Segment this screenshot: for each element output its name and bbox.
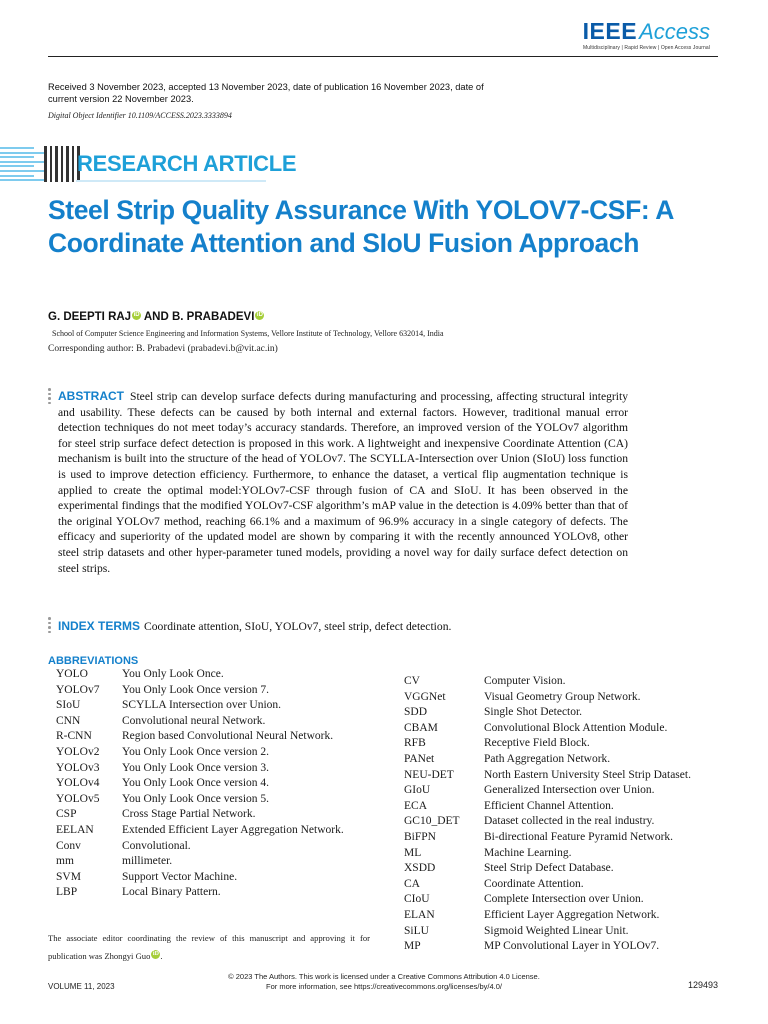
author-1[interactable]: G. DEEPTI RAJ [48,311,132,323]
abbreviation-term: VGGNet [404,690,446,703]
abbreviation-definition: Support Vector Machine. [122,870,238,883]
abbreviation-term: CA [404,877,420,890]
index-terms-text: Coordinate attention, SIoU, YOLOv7, steel strip, defect detection. [144,620,452,633]
abbreviation-definition: You Only Look Once. [122,668,224,680]
orcid-icon[interactable]: iD [256,312,263,318]
footnote-text: The associate editor coordinating the review of this manuscript and approving it for publication was Zhongyi Guo [48,933,370,961]
abbreviation-row [56,667,376,683]
paper-title: Steel Strip Quality Assurance With YOLOV7-CSF: A Coordinate Attention and SIoU Fusion Approach [48,195,674,258]
abbreviation-row [404,861,744,877]
orcid-icon[interactable]: iD [133,312,140,318]
author-list [48,311,264,323]
abbreviation-definition: Computer Vision. [484,675,566,687]
abbreviation-term: YOLOv5 [56,792,100,805]
abstract-dots-icon [48,388,51,406]
abbreviation-row [404,768,744,784]
abbreviation-row [56,776,376,792]
abbreviation-definition: Receptive Field Block. [484,737,590,750]
article-type-label: RESEARCH ARTICLE [77,151,297,176]
abbreviation-definition: Convolutional. [122,839,191,852]
abbreviation-term: SDD [404,706,428,719]
author-joiner: AND [141,311,172,323]
abbreviation-definition: Extended Efficient Layer Aggregation Network. [122,823,344,836]
abbreviation-term: YOLO [56,668,88,680]
abbreviation-term: Conv [56,839,81,852]
abbreviation-definition: Region based Convolutional Neural Network. [122,730,334,743]
abbreviation-term: mm [56,855,74,868]
abbreviation-row [56,807,376,823]
abbreviation-row [56,792,376,808]
abbreviation-definition: Dataset collected in the real industry. [484,815,655,828]
abbreviation-row [56,823,376,839]
abbreviation-term: RFB [404,737,426,750]
abbreviation-row [404,939,744,955]
license-line-2[interactable]: For more information, see https://creativecommons.org/licenses/by/4.0/ [266,981,502,991]
abbreviation-row [56,870,376,886]
abbreviation-term: ML [404,846,422,859]
abbreviation-definition: You Only Look Once version 7. [122,683,270,696]
abbreviation-row [404,705,744,721]
abbreviation-definition: Local Binary Pattern. [122,886,221,899]
abbreviation-term: ELAN [404,908,435,921]
abbreviation-definition: Complete Intersection over Union. [484,893,644,906]
abbreviation-term: CV [404,675,420,687]
abstract-heading: ABSTRACT [58,389,124,403]
abbreviation-term: XSDD [404,862,436,875]
article-type-underline [76,180,266,182]
abbreviation-definition: Cross Stage Partial Network. [122,808,256,821]
abbreviation-row [56,683,376,699]
journal-logo[interactable] [583,20,710,51]
author-2[interactable]: B. PRABADEVI [171,311,255,323]
abbreviation-term: YOLOv3 [56,761,100,774]
abbreviation-row [404,674,744,690]
abbreviation-row [404,846,744,862]
abbreviation-term: PANet [404,752,435,765]
abbreviation-row [56,885,376,901]
abbreviations-right-column [404,674,744,955]
orcid-icon[interactable]: iD [152,951,159,957]
abbreviation-term: CNN [56,714,81,727]
abbreviation-row [56,745,376,761]
abbreviation-definition: You Only Look Once version 5. [122,792,270,805]
abbreviation-definition: Efficient Layer Aggregation Network. [484,908,660,921]
abbreviation-term: GC10_DET [404,815,460,828]
abbreviation-term: NEU-DET [404,768,454,781]
abbreviation-definition: Convolutional Block Attention Module. [484,721,668,734]
abbreviation-term: YOLOv2 [56,745,100,758]
license-notice [0,972,768,991]
abbreviation-definition: Bi-directional Feature Pyramid Network. [484,830,674,843]
page-number: 129493 [687,980,718,990]
abbreviation-definition: Generalized Intersection over Union. [484,784,655,797]
logo-ieee-text: IEEE [582,18,638,44]
header-divider [48,56,718,57]
abbreviation-term: SIoU [56,699,81,712]
index-terms-heading: INDEX TERMS [58,619,141,633]
abbreviation-row [404,752,744,768]
abbreviation-row [56,839,376,855]
doi-line[interactable]: Digital Object Identifier 10.1109/ACCESS.2023.3333894 [48,111,232,120]
corresponding-author: Corresponding author: B. Prabadevi (prabadevi.b@vit.ac.in) [48,344,278,354]
abbreviation-definition: Coordinate Attention. [484,877,584,890]
abbreviation-definition: You Only Look Once version 2. [122,745,270,758]
editor-footnote: The associate editor coordinating the review of this manuscript and approving it for publication was Zhongyi Guo iD . [48,933,370,961]
abbreviation-definition: Sigmoid Weighted Linear Unit. [484,924,629,937]
abbreviation-row [404,814,744,830]
abbreviation-row [404,877,744,893]
license-line-1: © 2023 The Authors. This work is licensed under a Creative Commons Attribution 4.0 License. [228,972,540,981]
abbreviation-term: MP [404,940,421,953]
abbreviation-definition: Single Shot Detector. [484,706,583,719]
volume-label: VOLUME 11, 2023 [48,982,115,991]
abbreviation-definition: Visual Geometry Group Network. [484,690,641,703]
abstract-text: Steel strip can develop surface defects during manufacturing and processing, affecting structural integrity and usability. These defects can be caused by both internal and external factors. However, traditional manual error detection techniques do not meet today’s accuracy standards. Therefore, an improved version of the YOLOv7 algorithm for steel strip surface defect detection is proposed in this work. A lightweight and inexpensive Coordinate Attention (CA) mechanism is built into the structure of the head of YOLOv7. The SCYLLA-Intersection over Union (SIoU) loss function is used to improve detection efficiency. Furthermore, to enhance the dataset, a vertical flip augmentation technique is applied to create the optimal model:YOLOv7-CSF through fusion of CA and SIoU. It has been observed in the experimental findings that the modified YOLOv7-CSF algorithm’s mAP value in the detection is 4.09% better than that of the original YOLOv7 method, reaching 66.1% and a maximum of 96.9% accuracy in a single category of defects. The efficacy and superiority of the updated model are shown by comparing it with the recently announced YOLOv8, other steel strip datasets and other hyper-parameter tuned models, providing a novel way for daily surface defect detection on steel strips. [58,390,628,575]
abbreviation-term: CIoU [404,893,430,906]
abbreviation-term: GIoU [404,784,431,797]
abbreviation-definition: Path Aggregation Network. [484,752,611,765]
logo-tagline: Multidisciplinary | Rapid Review | Open Access Journal [583,45,710,51]
abbreviation-term: R-CNN [56,730,92,743]
abbreviation-row [56,761,376,777]
abbreviation-term: EELAN [56,823,94,836]
abbreviation-row [56,698,376,714]
abbreviation-term: ECA [404,799,427,812]
abbreviations-heading: ABBREVIATIONS [48,655,139,667]
abbreviation-row [404,783,744,799]
article-type-bars [44,146,80,182]
abbreviation-row [404,892,744,908]
index-terms-section [58,619,451,633]
abbreviation-definition: You Only Look Once version 3. [122,761,270,774]
abbreviation-term: SVM [56,870,81,883]
abbreviation-definition: Machine Learning. [484,846,572,859]
abbreviation-row [404,924,744,940]
abbreviation-row [56,854,376,870]
abbreviation-definition: MP Convolutional Layer in YOLOv7. [484,940,660,953]
abbreviation-term: CSP [56,808,77,821]
received-dates: Received 3 November 2023, accepted 13 November 2023, date of publication 16 November 2023, date of current version 22 November 2023. [48,82,484,104]
abbreviation-row [404,721,744,737]
abbreviation-row [404,908,744,924]
abbreviation-term: SiLU [404,924,429,937]
abbreviation-row [56,729,376,745]
abbreviation-row [404,690,744,706]
abbreviation-definition: millimeter. [122,855,173,868]
abbreviation-row [404,799,744,815]
abbreviation-term: BiFPN [404,830,436,843]
abbreviation-definition: You Only Look Once version 4. [122,777,270,790]
abbreviation-term: YOLOv4 [56,777,100,790]
abstract-section [58,389,628,576]
abbreviation-row [404,736,744,752]
abbreviation-term: CBAM [404,721,438,734]
abbreviation-term: YOLOv7 [56,683,100,696]
abbreviation-row [56,714,376,730]
abbreviation-definition: Efficient Channel Attention. [484,799,614,812]
abbreviation-definition: SCYLLA Intersection over Union. [122,699,282,712]
logo-access-text: Access [639,19,710,44]
abbreviation-definition: North Eastern University Steel Strip Dataset. [484,768,691,781]
abbreviation-term: LBP [56,886,78,899]
abbreviations-left-column [56,667,376,901]
affiliation: School of Computer Science Engineering and Information Systems, Vellore Institute of Technology, Vellore 632014, India [52,329,444,338]
index-terms-dots-icon [48,617,51,635]
abbreviation-definition: Steel Strip Defect Database. [484,862,614,875]
abbreviation-definition: Convolutional neural Network. [122,714,266,727]
abbreviation-row [404,830,744,846]
